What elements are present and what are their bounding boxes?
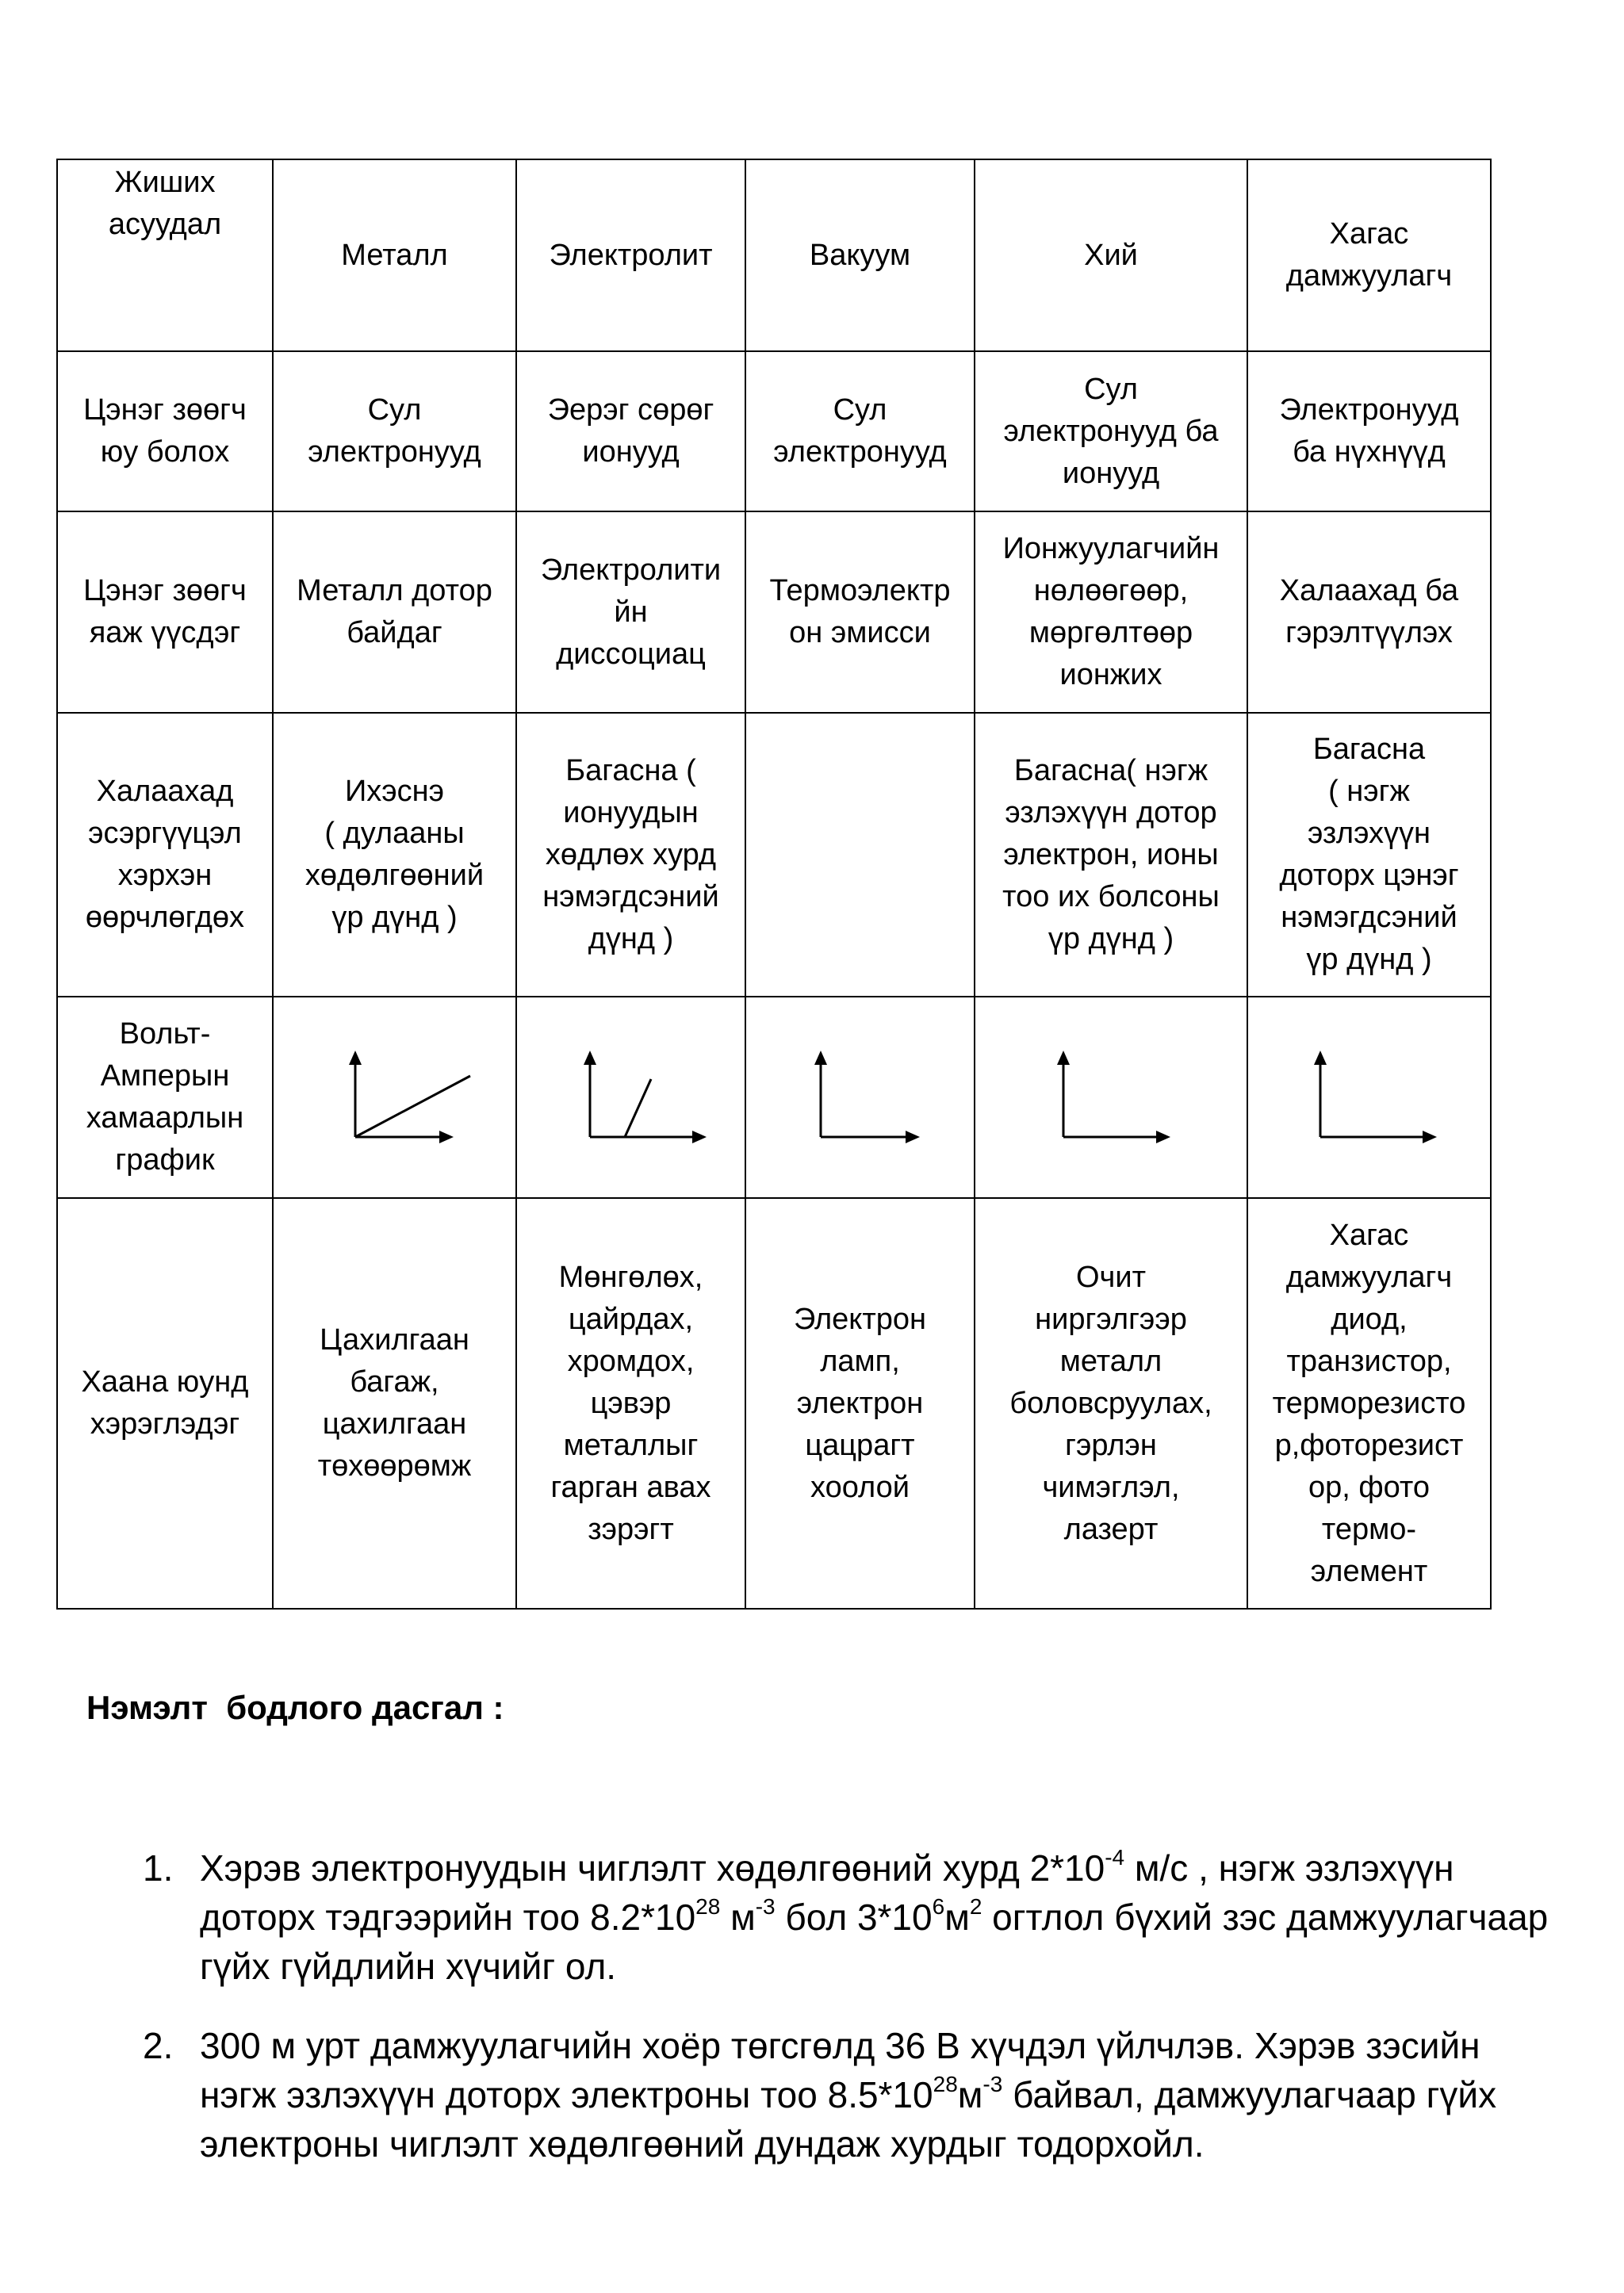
exponent: 2 xyxy=(969,1893,982,1919)
table-cell: Сул электронууд ба ионууд xyxy=(975,351,1247,511)
problem-number: 1. xyxy=(143,1847,174,1889)
table-cell: Сул электронууд xyxy=(745,351,975,511)
va-graph-axes-icon xyxy=(773,1046,948,1149)
table-row-charge-carriers xyxy=(57,351,1491,511)
table-cell: Халаахад ба гэрэлтүүлэх xyxy=(1247,511,1491,713)
section-title: Нэмэлт бодлого дасгал : xyxy=(86,1689,504,1726)
table-row-resistance-heating xyxy=(57,713,1491,997)
exponent: -4 xyxy=(1105,1844,1125,1870)
problem-text-part: м xyxy=(720,1897,756,1938)
row-label-cell: Хаана юунд хэрэглэдэг xyxy=(57,1198,273,1609)
table-cell: Багасна( нэгж эзлэхүүн дотор электрон, ионы тоо их болсоны үр дүнд ) xyxy=(975,713,1247,997)
problem-item-1 xyxy=(143,1843,1562,1991)
problem-number: 2. xyxy=(143,2025,174,2066)
exponent: 28 xyxy=(933,2071,958,2096)
graph-cell-gas xyxy=(975,997,1247,1198)
problem-text-part: м/с , нэгж эзлэхүүн доторх тэдгээрийн тоо 8.2*10 xyxy=(200,1847,1454,1938)
table-row-applications xyxy=(57,1198,1491,1609)
table-row-carrier-origin xyxy=(57,511,1491,713)
problem-text xyxy=(200,1844,1549,1987)
header-cell-metal: Металл xyxy=(273,159,516,351)
table-cell: Металл дотор байдаг xyxy=(273,511,516,713)
problem-text-part: 300 м урт дамжуулагчийн хоёр төгсгөлд 36 В хүчдэл үйлчлэв. Хэрэв зэсийн нэгж эзлэхүүн доторх электроны тоо 8.5*10 xyxy=(200,2025,1480,2115)
problem-text xyxy=(200,2025,1496,2165)
header-cell-criteria: Жиших асуудал xyxy=(57,159,273,351)
problem-text-part: байвал, дамжуулагчаар гүйх электроны чиглэлт хөдөлгөөний дундаж хурдыг тодорхойл. xyxy=(200,2074,1497,2165)
comparison-table-container xyxy=(56,159,1492,1610)
table-cell: Багасна ( ионуудын хөдлөх хурд нэмэгдсэний дүнд ) xyxy=(516,713,745,997)
exponent: -3 xyxy=(982,2071,1003,2096)
table-cell: Ионжуулагчийн нөлөөгөөр, мөргөлтөөр ионжих xyxy=(975,511,1247,713)
header-cell-semiconductor: Хагас дамжуулагч xyxy=(1247,159,1491,351)
va-graph-linear-icon xyxy=(308,1046,482,1149)
row-label-cell: Халаахад эсэргүүцэл хэрхэн өөрчлөгдөх xyxy=(57,713,273,997)
va-graph-axes-icon xyxy=(1282,1046,1457,1149)
table-header-row xyxy=(57,159,1491,351)
va-graph-axes-icon xyxy=(1024,1046,1198,1149)
header-cell-electrolyte: Электролит xyxy=(516,159,745,351)
problem-text-part: м xyxy=(957,2074,983,2115)
table-row-va-graph xyxy=(57,997,1491,1198)
header-cell-gas: Хий xyxy=(975,159,1247,351)
table-cell: Электролити йн диссоциац xyxy=(516,511,745,713)
table-cell: Хагас дамжуулагч диод, транзистор, терморезисто р,фоторезист ор, фото термо- элемент xyxy=(1247,1198,1491,1609)
table-cell: Сул электронууд xyxy=(273,351,516,511)
problem-text-part: Хэрэв электронуудын чиглэлт хөдөлгөөний хурд 2*10 xyxy=(200,1847,1105,1889)
problem-list xyxy=(143,1843,1562,2199)
problem-text-part: бол 3*10 xyxy=(775,1897,933,1938)
row-label-cell: Цэнэг зөөгч юу болох xyxy=(57,351,273,511)
exponent: 6 xyxy=(932,1893,945,1919)
problem-text-part: огтлол бүхий зэс дамжуулагчаар гүйх гүйдлийн хүчийг ол. xyxy=(200,1897,1549,1987)
table-cell: Очит ниргэлгээр металл боловсруулах, гэрлэн чимэглэл, лазерт xyxy=(975,1198,1247,1609)
table-cell-empty xyxy=(745,713,975,997)
problem-item-2 xyxy=(143,2021,1562,2169)
table-cell: Ихэснэ ( дулааны хөдөлгөөний үр дүнд ) xyxy=(273,713,516,997)
graph-cell-metal xyxy=(273,997,516,1198)
header-cell-vacuum: Вакуум xyxy=(745,159,975,351)
comparison-table xyxy=(56,159,1492,1610)
graph-cell-electrolyte xyxy=(516,997,745,1198)
exponent: 28 xyxy=(695,1893,721,1919)
va-graph-threshold-icon xyxy=(544,1046,718,1149)
table-cell: Электронууд ба нүхнүүд xyxy=(1247,351,1491,511)
table-cell: Эерэг сөрөг ионууд xyxy=(516,351,745,511)
table-cell: Мөнгөлөх, цайрдах, хромдох, цэвэр металлыг гарган авах зэрэгт xyxy=(516,1198,745,1609)
table-cell: Электрон ламп, электрон цацрагт хоолой xyxy=(745,1198,975,1609)
graph-cell-vacuum xyxy=(745,997,975,1198)
row-label-cell: Цэнэг зөөгч яаж үүсдэг xyxy=(57,511,273,713)
table-cell: Цахилгаан багаж, цахилгаан төхөөрөмж xyxy=(273,1198,516,1609)
graph-cell-semiconductor xyxy=(1247,997,1491,1198)
exponent: -3 xyxy=(755,1893,776,1919)
table-cell: Термоэлектр он эмисси xyxy=(745,511,975,713)
table-cell: Багасна ( нэгж эзлэхүүн доторх цэнэг нэмэгдсэний үр дүнд ) xyxy=(1247,713,1491,997)
problem-text-part: м xyxy=(944,1897,970,1938)
row-label-cell: Вольт- Амперын хамаарлын график xyxy=(57,997,273,1198)
